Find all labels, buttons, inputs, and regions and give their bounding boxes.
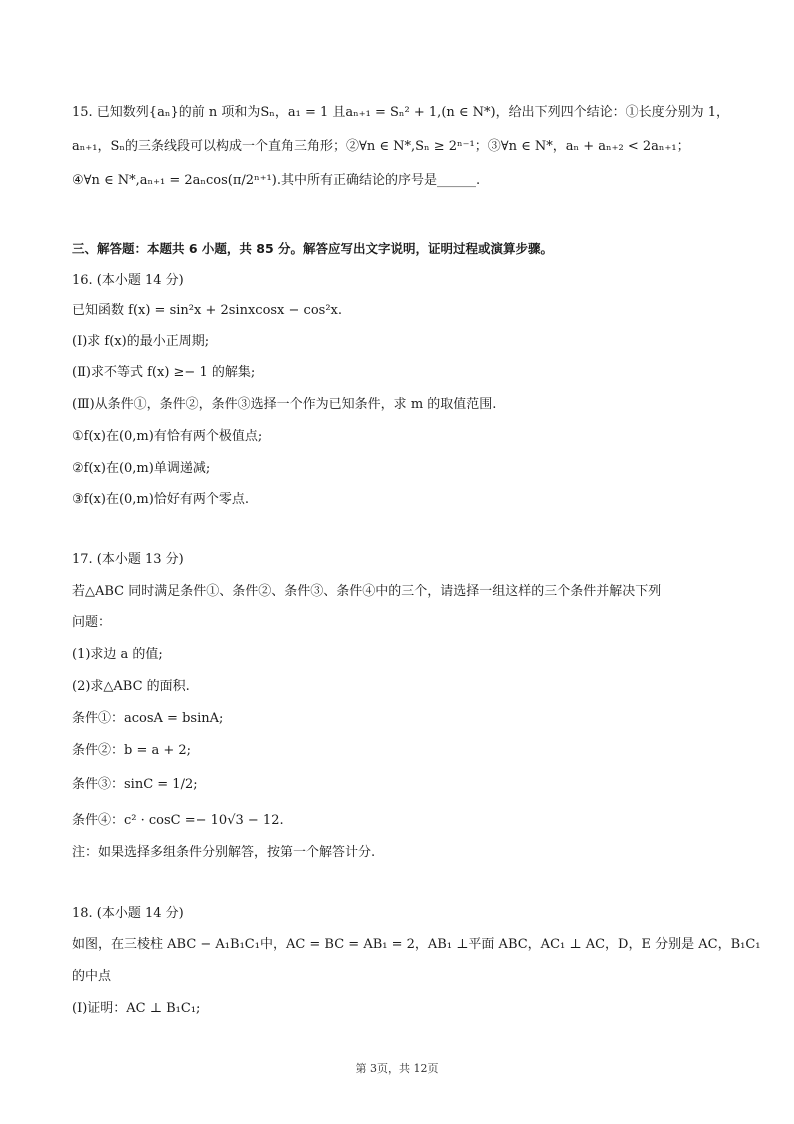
q15-line-2: aₙ₊₁，Sₙ的三条线段可以构成一个直角三角形；②∀n ∈ N*,Sₙ ≥ 2ⁿ⁻¹；③∀n ∈ N*，aₙ + aₙ₊₂ < 2aₙ₊₁； <box>72 139 690 154</box>
q17-note: 注：如果选择多组条件分别解答，按第一个解答计分. <box>72 845 376 860</box>
q18-stem-2: 的中点 <box>72 969 112 984</box>
q17-stem-1: 若△ABC 同时满足条件①、条件②、条件③、条件④中的三个，请选择一组这样的三个条件并解决下列 <box>72 584 662 599</box>
q17-condition-1: 条件①：acosA = bsinA; <box>72 711 224 726</box>
q16-part-1: (Ⅰ)求 f(x)的最小正周期; <box>72 334 210 349</box>
q18-part-1: (Ⅰ)证明：AC ⊥ B₁C₁; <box>72 1001 201 1016</box>
q16-part-2: (Ⅱ)求不等式 f(x) ≥− 1 的解集; <box>72 365 256 380</box>
q17-part-1: (1)求边 a 的值; <box>72 647 163 662</box>
q18-title: 18. (本小题 14 分) <box>72 906 184 921</box>
page-footer: 第 3页，共 12页 <box>355 1062 439 1075</box>
q17-condition-3: 条件③：sinC = 1/2; <box>72 777 198 792</box>
q17-stem-2: 问题： <box>72 615 112 630</box>
q18-stem-1: 如图，在三棱柱 ABC − A₁B₁C₁中，AC = BC = AB₁ = 2，AB₁ ⊥平面 ABC，AC₁ ⊥ AC，D，E 分别是 AC，B₁C₁ <box>72 937 761 952</box>
q15-line-1: 15. 已知数列{aₙ}的前 n 项和为Sₙ，a₁ = 1 且aₙ₊₁ = Sₙ² + 1,(n ∈ N*)，给出下列四个结论：①长度分别为 1， <box>72 105 730 120</box>
q15-line-3: ④∀n ∈ N*,aₙ₊₁ = 2aₙcos(π/2ⁿ⁺¹).其中所有正确结论的序号是______. <box>72 173 481 188</box>
q17-condition-2: 条件②：b = a + 2; <box>72 743 192 758</box>
q17-condition-4: 条件④：c² · cosC =− 10√3 − 12. <box>72 813 284 828</box>
q16-part-3: (Ⅲ)从条件①，条件②，条件③选择一个作为已知条件，求 m 的取值范围. <box>72 397 497 412</box>
q16-stem: 已知函数 f(x) = sin²x + 2sinxcosx − cos²x. <box>72 303 343 318</box>
q16-title: 16. (本小题 14 分) <box>72 273 184 288</box>
q17-part-2: (2)求△ABC 的面积. <box>72 679 190 694</box>
q16-condition-2: ②f(x)在(0,m)单调递减; <box>72 461 211 476</box>
q17-title: 17. (本小题 13 分) <box>72 552 184 567</box>
q16-condition-1: ①f(x)在(0,m)有恰有两个极值点; <box>72 429 263 444</box>
q16-condition-3: ③f(x)在(0,m)恰好有两个零点. <box>72 492 249 507</box>
section-heading: 三、解答题：本题共 6 小题，共 85 分。解答应写出文字说明，证明过程或演算步骤。 <box>72 241 554 256</box>
